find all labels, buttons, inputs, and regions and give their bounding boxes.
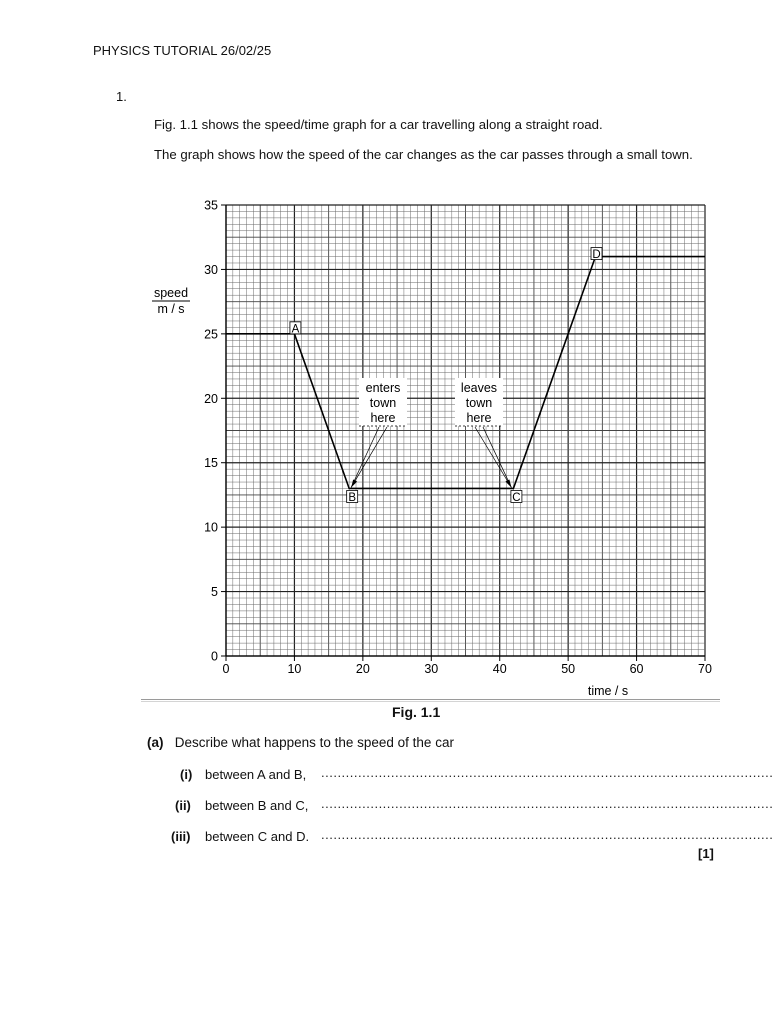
x-axis-label: time / s	[587, 684, 629, 698]
item-i-text: between A and B,	[205, 767, 307, 782]
x-tick-label: 30	[424, 662, 439, 676]
x-tick-label: 40	[492, 662, 507, 676]
annotation-text: enters	[365, 381, 401, 395]
annotation-text: leaves	[460, 381, 498, 395]
question-number: 1.	[116, 89, 127, 104]
y-tick-label: 15	[204, 456, 218, 471]
annotation-arrow	[351, 427, 379, 487]
page-header: PHYSICS TUTORIAL 26/02/25	[93, 43, 272, 58]
y-axis-unit-label: m / s	[157, 302, 185, 316]
x-tick-label: 50	[561, 662, 576, 676]
y-tick-label: 0	[211, 649, 218, 664]
point-label: A	[291, 323, 300, 336]
annotation-arrow	[351, 427, 387, 487]
graph-grid	[226, 205, 705, 656]
annotation-text: here	[370, 411, 396, 425]
annotation-text: town	[369, 396, 397, 410]
annotation-arrowhead	[505, 479, 511, 487]
y-tick-label: 5	[211, 585, 218, 600]
y-tick-label: 25	[204, 327, 218, 342]
annotation-text: here	[466, 411, 492, 425]
x-tick-label: 60	[629, 662, 644, 676]
item-ii-answer-line[interactable]: ..............................................................................................................	[321, 796, 773, 811]
item-i-answer-line[interactable]: ..............................................................................................................	[321, 765, 773, 780]
point-label: D	[592, 249, 601, 262]
item-ii-number: (ii)	[175, 798, 191, 813]
y-tick-label: 20	[204, 391, 218, 406]
item-iii-text: between C and D.	[205, 829, 310, 844]
y-tick-label: 30	[204, 262, 218, 277]
x-tick-label: 10	[287, 662, 302, 676]
part-a-question	[147, 735, 454, 750]
y-tick-label: 10	[204, 520, 218, 535]
x-tick-label: 20	[355, 662, 370, 676]
marks-label: [1]	[698, 846, 714, 861]
annotation-arrow	[475, 427, 511, 487]
x-tick-label: 70	[698, 662, 712, 676]
x-tick-label: 0	[222, 662, 230, 676]
annotation-arrow	[483, 427, 511, 487]
part-a-label: (a)	[147, 735, 164, 750]
annotation-text: town	[465, 396, 493, 410]
y-tick-label: 35	[204, 198, 218, 213]
item-i-number: (i)	[180, 767, 193, 782]
item-iii-answer-line[interactable]: ..............................................................................................................	[321, 827, 773, 842]
item-ii-text: between B and C,	[205, 798, 309, 813]
item-iii-number: (iii)	[171, 829, 191, 844]
figure-divider	[141, 699, 720, 702]
point-label: C	[512, 491, 521, 504]
intro-line-1: Fig. 1.1 shows the speed/time graph for a car travelling along a straight road.	[154, 117, 603, 132]
intro-line-2: The graph shows how the speed of the car changes as the car passes through a small town.	[154, 147, 693, 162]
y-axis-label: speed	[153, 286, 189, 300]
part-a-prompt: Describe what happens to the speed of the car	[174, 735, 454, 750]
annotation-arrowhead	[351, 479, 357, 487]
figure-caption: Fig. 1.1	[392, 704, 441, 720]
point-label: B	[348, 491, 357, 504]
